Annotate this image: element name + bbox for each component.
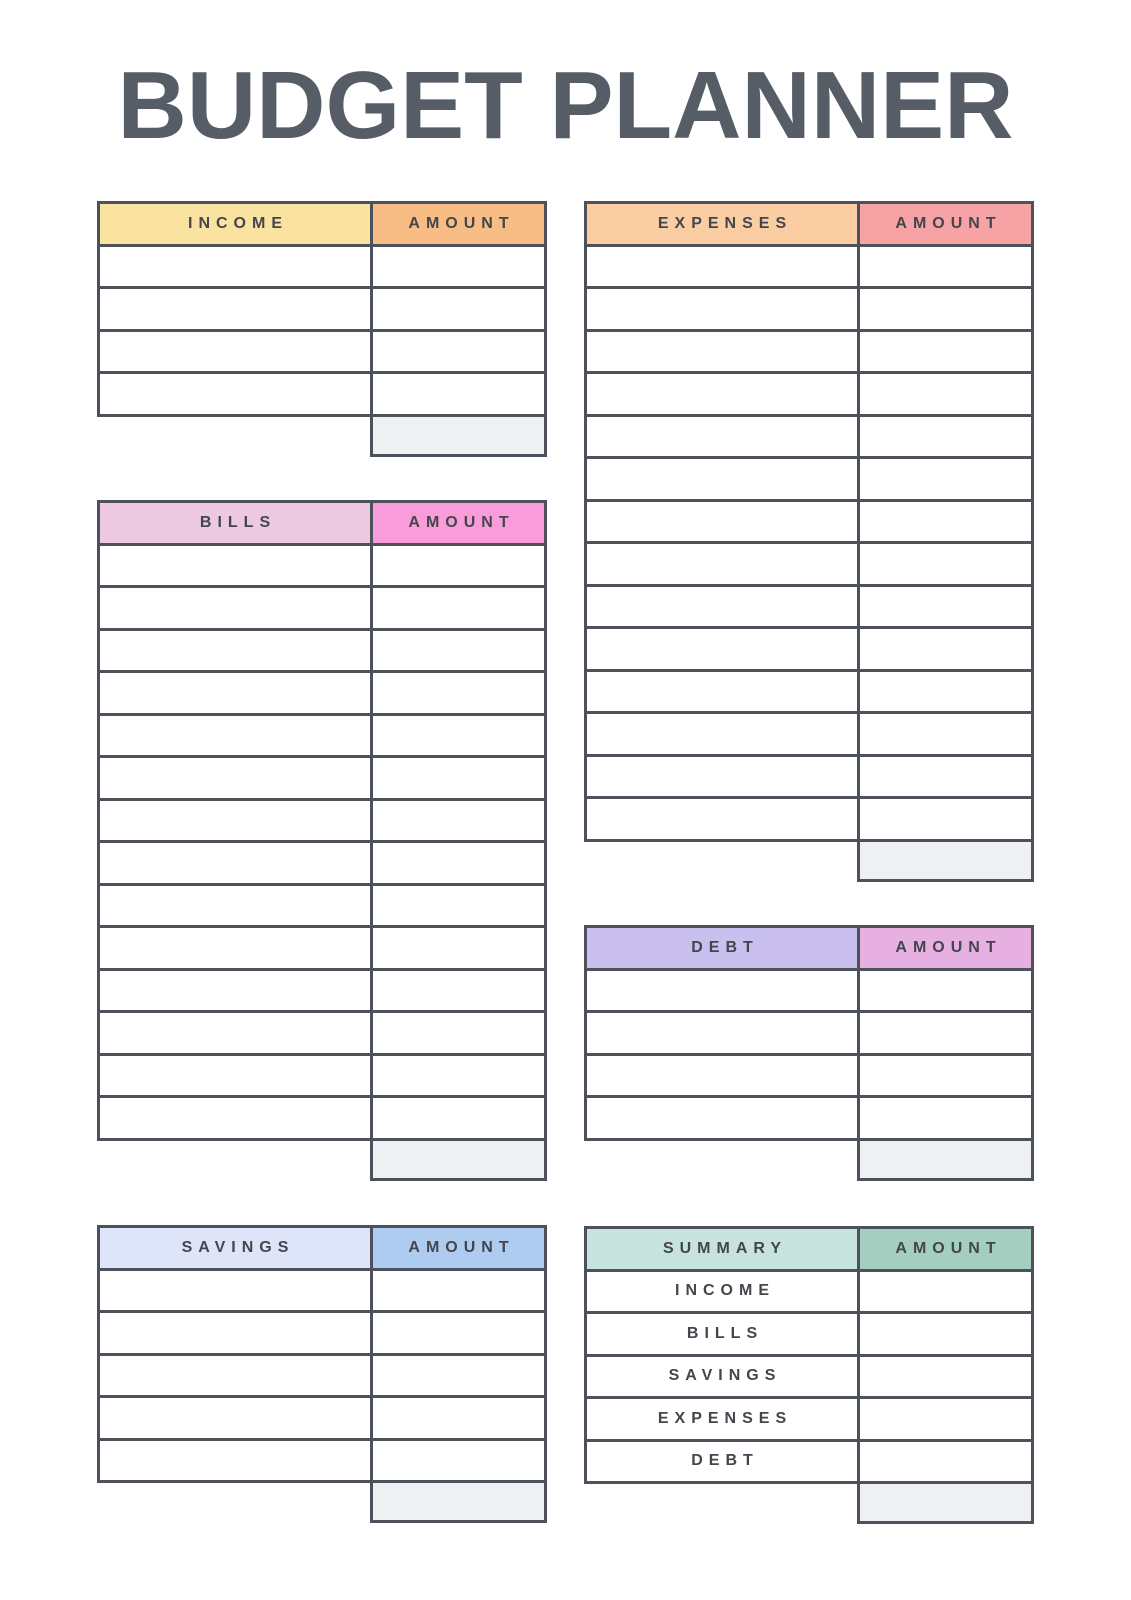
- expenses-row-3-amount-cell: [860, 332, 1031, 372]
- summary-row-5-name-cell: DEBT: [587, 1442, 857, 1482]
- income-row-2-amount-cell: [373, 289, 544, 329]
- expenses-row-7-amount-cell: [860, 502, 1031, 542]
- expenses-row-14-amount-cell: [860, 799, 1031, 839]
- debt-row-4-name-cell: [587, 1098, 857, 1138]
- debt-total-row: [584, 1138, 1034, 1181]
- savings-row-3-amount-cell: [373, 1356, 544, 1396]
- bills-row-1-amount-cell: [373, 546, 544, 586]
- expenses-row-4-name-cell: [587, 374, 857, 414]
- savings-row-1-name-cell: [100, 1271, 370, 1311]
- savings-amount-header-label: AMOUNT: [373, 1228, 544, 1268]
- expenses-row-5-name-cell: [587, 417, 857, 457]
- expenses-row-9-amount-cell: [860, 587, 1031, 627]
- summary-row-1-name-cell: INCOME: [587, 1272, 857, 1312]
- income-table-grid: [97, 201, 547, 417]
- expenses-row-10-amount-cell: [860, 629, 1031, 669]
- expenses-row-2-name-cell: [587, 289, 857, 329]
- income-row-2-name-cell: [100, 289, 370, 329]
- summary-row-4-name-cell: EXPENSES: [587, 1399, 857, 1439]
- income-row-3-name-cell: [100, 332, 370, 372]
- bills-table-grid: [97, 500, 547, 1141]
- savings-row-5-amount-cell: [373, 1441, 544, 1481]
- expenses-row-7-name-cell: [587, 502, 857, 542]
- bills-row-2-amount-cell: [373, 588, 544, 628]
- expenses-row-10-name-cell: [587, 629, 857, 669]
- debt-header-label: DEBT: [587, 928, 857, 968]
- expenses-header-label: EXPENSES: [587, 204, 857, 244]
- bills-row-14-name-cell: [100, 1098, 370, 1138]
- bills-row-8-amount-cell: [373, 843, 544, 883]
- income-row-4-name-cell: [100, 374, 370, 414]
- bills-row-3-name-cell: [100, 631, 370, 671]
- summary-amount-header-label: AMOUNT: [860, 1229, 1031, 1269]
- bills-row-9-name-cell: [100, 886, 370, 926]
- expenses-total-cell: [857, 839, 1034, 882]
- income-row-1-amount-cell: [373, 247, 544, 287]
- summary-row-2-amount-cell: [860, 1314, 1031, 1354]
- savings-row-2-amount-cell: [373, 1313, 544, 1353]
- expenses-row-1-name-cell: [587, 247, 857, 287]
- savings-row-5-name-cell: [100, 1441, 370, 1481]
- savings-row-3-name-cell: [100, 1356, 370, 1396]
- expenses-row-6-amount-cell: [860, 459, 1031, 499]
- income-header-label: INCOME: [100, 204, 370, 244]
- bills-total-row: [97, 1138, 547, 1181]
- bills-row-13-name-cell: [100, 1056, 370, 1096]
- income-total-row: [97, 414, 547, 457]
- page-title: BUDGET PLANNER: [117, 52, 1014, 159]
- debt-row-1-name-cell: [587, 971, 857, 1011]
- savings-total-row: [97, 1480, 547, 1523]
- summary-row-5-amount-cell: [860, 1442, 1031, 1482]
- bills-row-7-amount-cell: [373, 801, 544, 841]
- debt-row-2-amount-cell: [860, 1013, 1031, 1053]
- expenses-row-13-name-cell: [587, 757, 857, 797]
- bills-row-2-name-cell: [100, 588, 370, 628]
- savings-row-1-amount-cell: [373, 1271, 544, 1311]
- income-row-3-amount-cell: [373, 332, 544, 372]
- summary-table: [584, 1226, 1034, 1524]
- summary-row-2-name-cell: BILLS: [587, 1314, 857, 1354]
- expenses-row-1-amount-cell: [860, 247, 1031, 287]
- bills-row-12-name-cell: [100, 1013, 370, 1053]
- savings-header-label: SAVINGS: [100, 1228, 370, 1268]
- summary-row-3-amount-cell: [860, 1357, 1031, 1397]
- expenses-row-11-amount-cell: [860, 672, 1031, 712]
- summary-header-label: SUMMARY: [587, 1229, 857, 1269]
- expenses-row-12-amount-cell: [860, 714, 1031, 754]
- summary-total-cell: [857, 1481, 1034, 1524]
- debt-row-4-amount-cell: [860, 1098, 1031, 1138]
- bills-row-11-amount-cell: [373, 971, 544, 1011]
- debt-table: [584, 925, 1034, 1181]
- bills-amount-header-label: AMOUNT: [373, 503, 544, 543]
- bills-table: [97, 500, 547, 1181]
- bills-row-6-name-cell: [100, 758, 370, 798]
- expenses-amount-header-label: AMOUNT: [860, 204, 1031, 244]
- income-row-4-amount-cell: [373, 374, 544, 414]
- savings-total-cell: [370, 1480, 547, 1523]
- income-amount-header-label: AMOUNT: [373, 204, 544, 244]
- expenses-row-11-name-cell: [587, 672, 857, 712]
- income-row-1-name-cell: [100, 247, 370, 287]
- bills-row-5-name-cell: [100, 716, 370, 756]
- savings-table: [97, 1225, 547, 1523]
- debt-row-2-name-cell: [587, 1013, 857, 1053]
- expenses-row-9-name-cell: [587, 587, 857, 627]
- savings-row-4-name-cell: [100, 1398, 370, 1438]
- expenses-table-grid: [584, 201, 1034, 842]
- expenses-row-8-name-cell: [587, 544, 857, 584]
- bills-row-8-name-cell: [100, 843, 370, 883]
- summary-total-row: [584, 1481, 1034, 1524]
- expenses-total-row: [584, 839, 1034, 882]
- summary-row-4-amount-cell: [860, 1399, 1031, 1439]
- bills-row-3-amount-cell: [373, 631, 544, 671]
- bills-row-4-name-cell: [100, 673, 370, 713]
- bills-header-label: BILLS: [100, 503, 370, 543]
- expenses-row-3-name-cell: [587, 332, 857, 372]
- debt-amount-header-label: AMOUNT: [860, 928, 1031, 968]
- debt-table-grid: [584, 925, 1034, 1141]
- bills-row-10-name-cell: [100, 928, 370, 968]
- bills-row-1-name-cell: [100, 546, 370, 586]
- expenses-table: [584, 201, 1034, 882]
- bills-row-13-amount-cell: [373, 1056, 544, 1096]
- bills-row-5-amount-cell: [373, 716, 544, 756]
- income-total-cell: [370, 414, 547, 457]
- expenses-row-14-name-cell: [587, 799, 857, 839]
- bills-row-4-amount-cell: [373, 673, 544, 713]
- expenses-row-13-amount-cell: [860, 757, 1031, 797]
- savings-table-grid: [97, 1225, 547, 1483]
- income-table: [97, 201, 547, 457]
- debt-row-3-name-cell: [587, 1056, 857, 1096]
- bills-row-14-amount-cell: [373, 1098, 544, 1138]
- savings-row-2-name-cell: [100, 1313, 370, 1353]
- savings-row-4-amount-cell: [373, 1398, 544, 1438]
- bills-row-11-name-cell: [100, 971, 370, 1011]
- debt-row-1-amount-cell: [860, 971, 1031, 1011]
- bills-row-7-name-cell: [100, 801, 370, 841]
- expenses-row-12-name-cell: [587, 714, 857, 754]
- expenses-row-6-name-cell: [587, 459, 857, 499]
- summary-row-1-amount-cell: [860, 1272, 1031, 1312]
- expenses-row-5-amount-cell: [860, 417, 1031, 457]
- bills-total-cell: [370, 1138, 547, 1181]
- summary-table-grid: [584, 1226, 1034, 1484]
- expenses-row-4-amount-cell: [860, 374, 1031, 414]
- debt-row-3-amount-cell: [860, 1056, 1031, 1096]
- bills-row-9-amount-cell: [373, 886, 544, 926]
- bills-row-12-amount-cell: [373, 1013, 544, 1053]
- summary-row-3-name-cell: SAVINGS: [587, 1357, 857, 1397]
- expenses-row-8-amount-cell: [860, 544, 1031, 584]
- bills-row-10-amount-cell: [373, 928, 544, 968]
- bills-row-6-amount-cell: [373, 758, 544, 798]
- debt-total-cell: [857, 1138, 1034, 1181]
- expenses-row-2-amount-cell: [860, 289, 1031, 329]
